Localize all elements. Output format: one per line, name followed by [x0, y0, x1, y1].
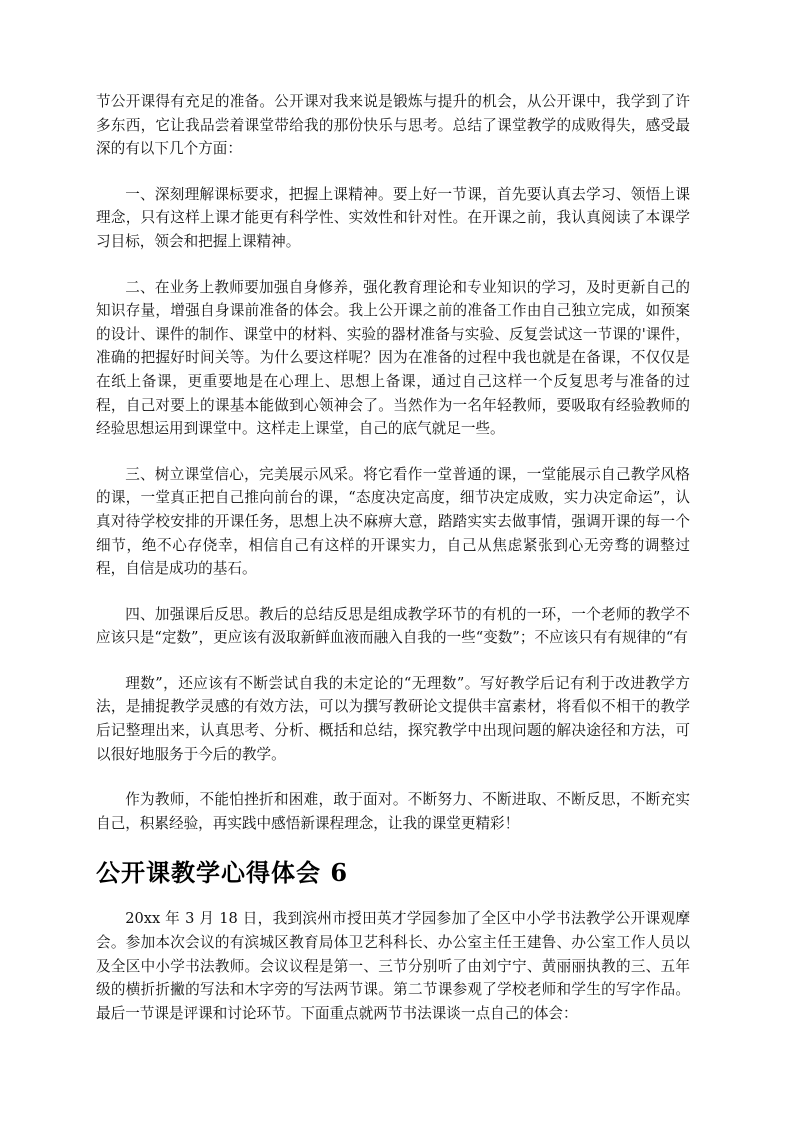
paragraph-closing: 作为教师，不能怕挫折和困难，敢于面对。不断努力、不断进取、不断反思，不断充实自己，积累经验，再实践中感悟新课程理念，让我的课堂更精彩！: [96, 791, 690, 832]
paragraph-point-4: 四、加强课后反思。教后的总结反思是组成教学环节的有机的一环，一个老师的教学不应该只是“定数”，更应该有汲取新鲜血液而融入自我的一些“变数”；不应该只有有规律的“有: [96, 605, 690, 647]
section-heading: 公开课教学心得体会 6: [96, 858, 349, 888]
document-page: [96, 90, 690, 1047]
paragraph-point-3: 三、树立课堂信心，完美展示风采。将它看作一堂普通的课，一堂能展示自己教学风格的课，一堂真正把自己推向前台的课，“态度决定高度，细节决定成败，实力决定命运”，认真对待学校安排的开课任务，思想上决不麻痹大意，踏踏实实去做事情，强调开课的每一个细节，绝不心存侥幸，相信自己有这样的开课实力，自己从焦虑紧张到心无旁骛的调整过程，自信是成功的基石。: [96, 465, 690, 578]
paragraph-point-2: 二、在业务上教师要加强自身修养，强化教育理论和专业知识的学习，及时更新自己的知识存量，增强自身课前准备的体会。我上公开课之前的准备工作由自己独立完成，如预案的设计、课件的制作、课堂中的材料、实验的器材准备与实验、反复尝试这一节课的'课件，准确的把握好时间关等。为什么要这样呢？因为在准备的过程中我也就是在备课，不仅仅是在纸上备课，更重要地是在心理上、思想上备课，通过自己这样一个反复思考与准备的过程，自己对要上的课基本能做到心领神会了。当然作为一名年轻教师，要吸取有经验教师的经验思想运用到课堂中。这样走上课堂，自己的底气就足一些。: [96, 278, 690, 438]
paragraph-section-6-intro: 20xx 年 3 月 18 日，我到滨州市授田英才学园参加了全区中小学书法教学公开课观摩会。参加本次会议的有滨城区教育局体卫艺科科长、办公室主任王建鲁、办公室工作人员以及全区中小学书法教师。会议议程是第一、三节分别听了由刘宁宁、黄丽丽执教的三、五年级的横折折撇的写法和木字旁的写法两节课。第二节课参观了学校老师和学生的写字作品。最后一节课是评课和讨论环节。下面重点就两节书法课谈一点自己的体会：: [96, 910, 690, 1022]
paragraph-point-1: 一、深刻理解课标要求，把握上课精神。要上好一节课，首先要认真去学习、领悟上课理念，只有这样上课才能更有科学性、实效性和针对性。在开课之前，我认真阅读了本课学习目标，领会和把握上课精神。: [96, 185, 690, 250]
paragraph-point-4-continued: 理数”，还应该有不断尝试自我的未定论的“无理数”。写好教学后记有利于改进教学方法，是捕捉教学灵感的有效方法，可以为撰写教研论文提供丰富素材，将看似不相干的教学后记整理出来，认真思考、分析、概括和总结，探究教学中出现问题的解决途径和方法，可以很好地服务于今后的教学。: [96, 674, 690, 763]
paragraph-intro: 节公开课得有充足的准备。公开课对我来说是锻炼与提升的机会，从公开课中，我学到了许多东西，它让我品尝着课堂带给我的那份快乐与思考。总结了课堂教学的成败得失，感受最深的有以下几个方面：: [96, 93, 690, 158]
